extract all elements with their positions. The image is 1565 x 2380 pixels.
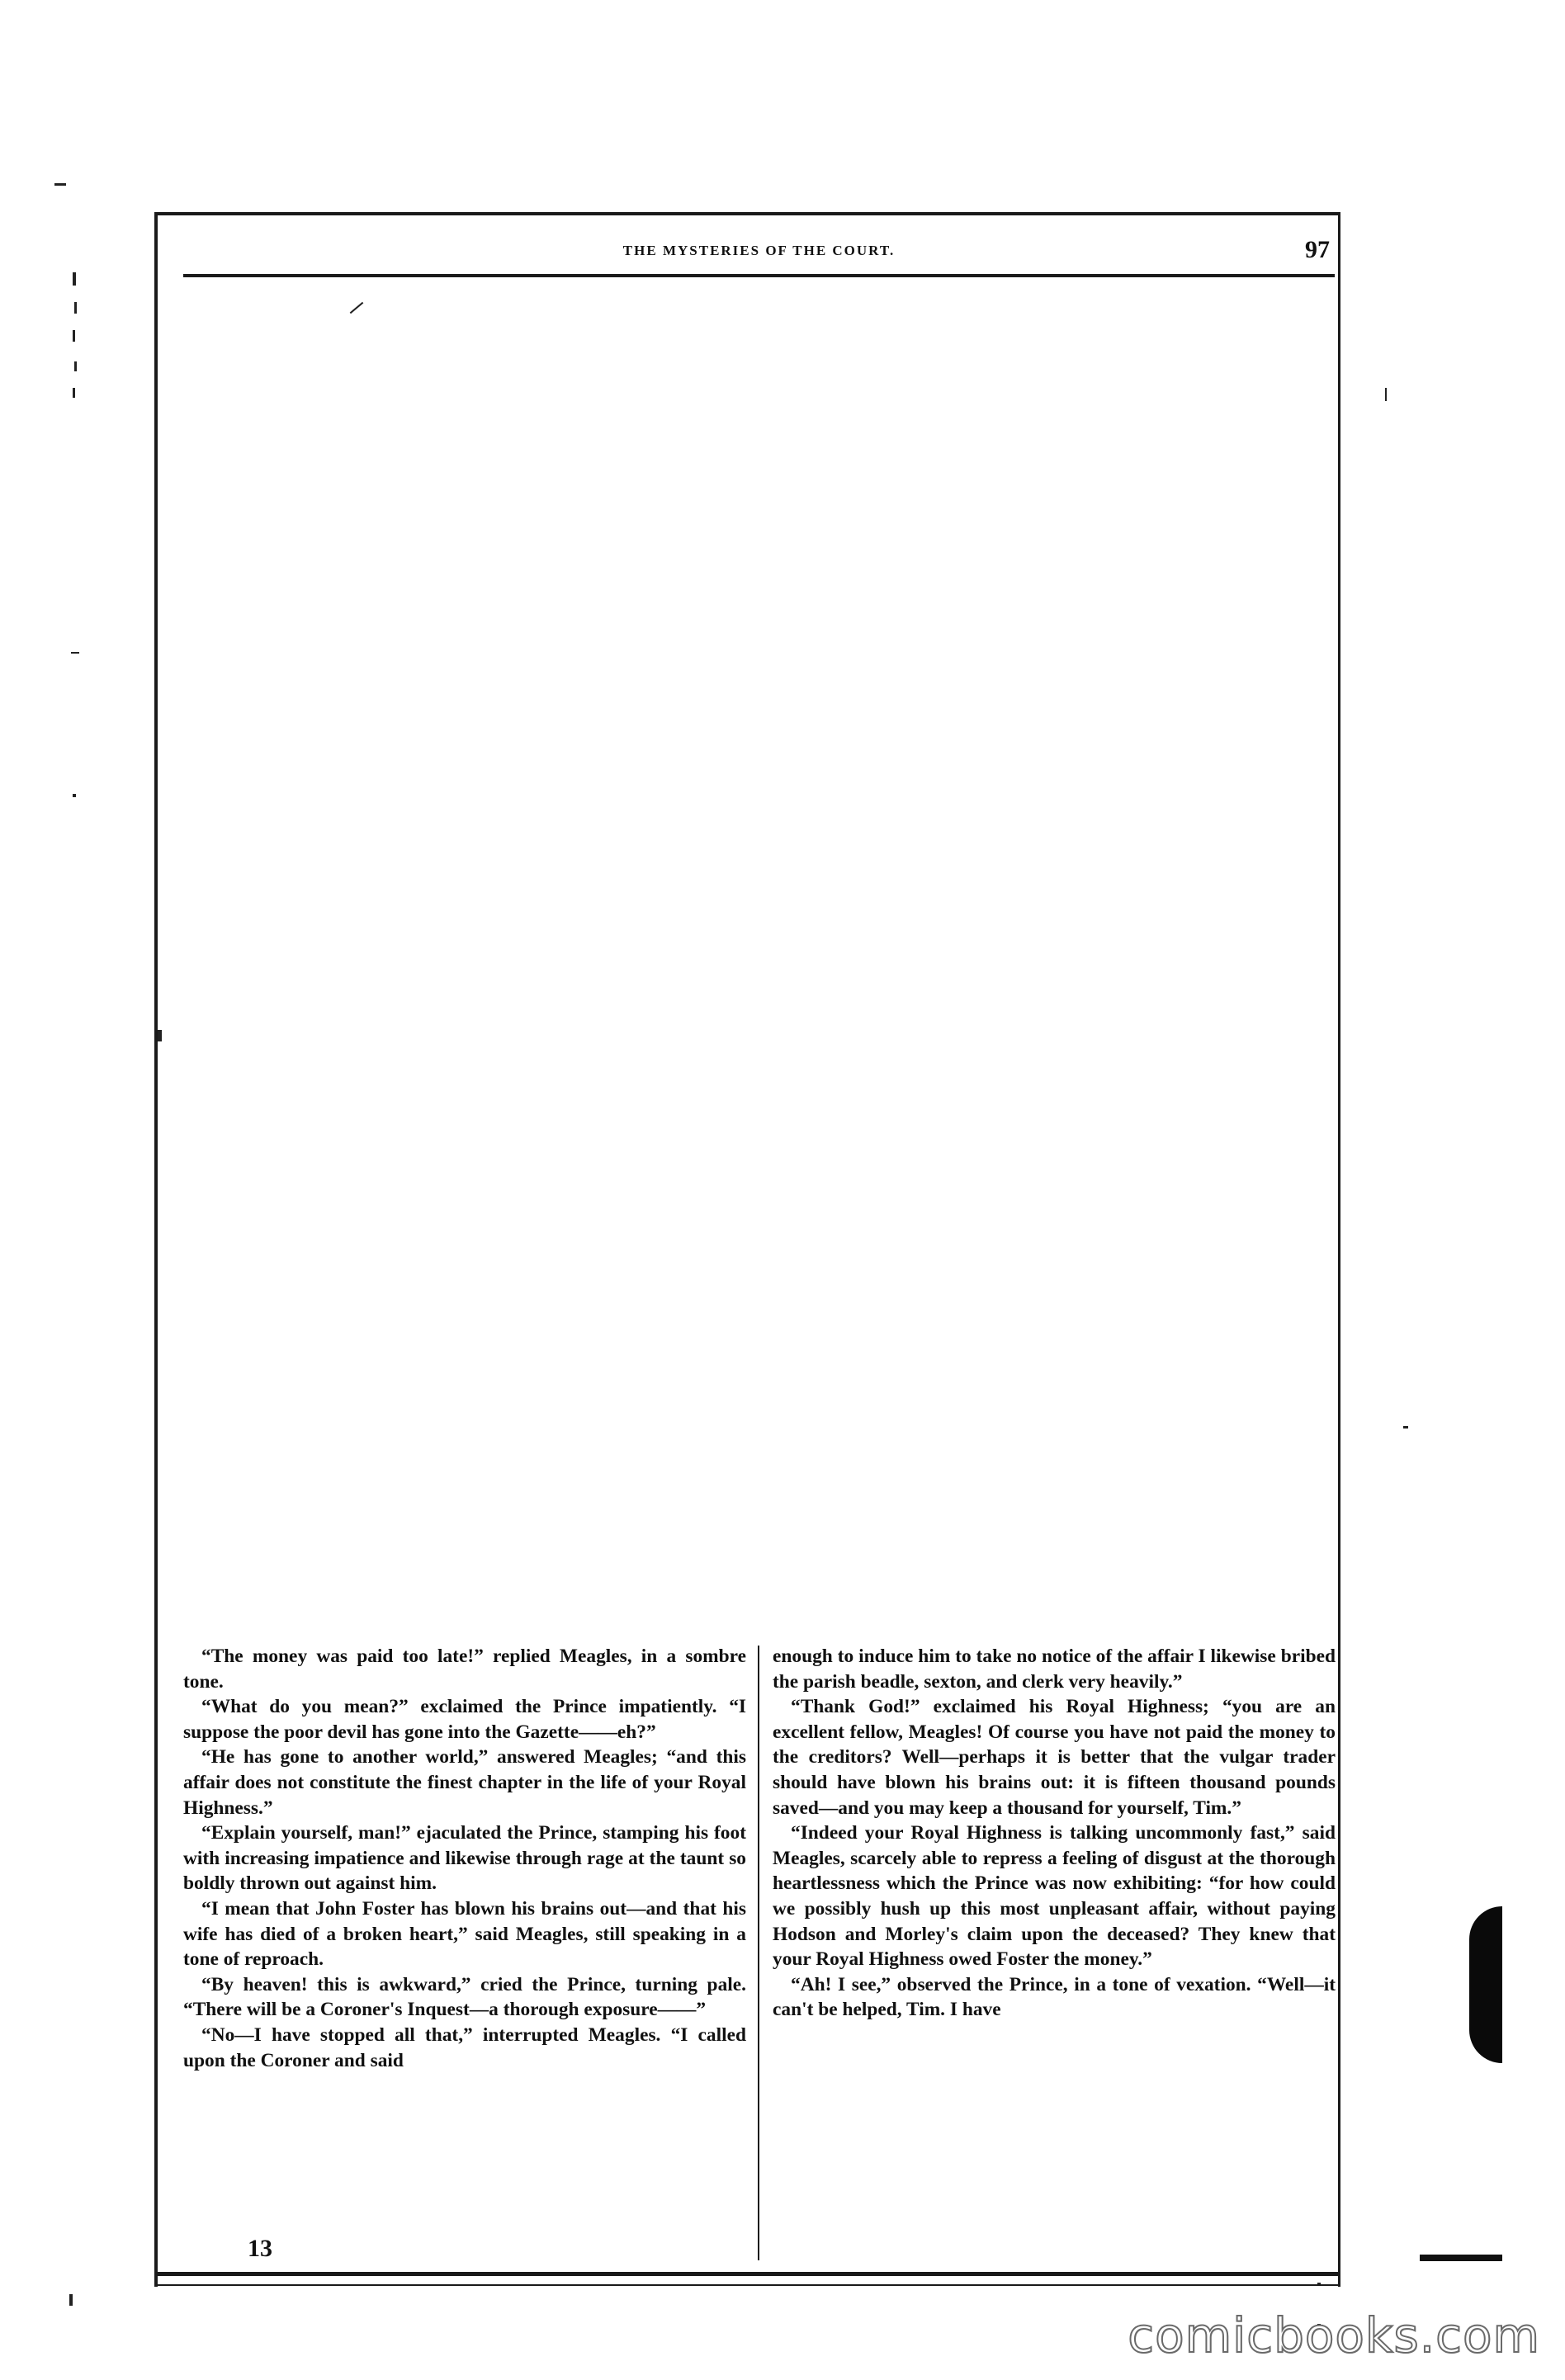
- margin-speck: [1403, 1426, 1408, 1428]
- paragraph: “I mean that John Foster has blown his brains out—and that his wife has died of a broken heart,” said Meagles, still speaking in a tone of reproach.: [183, 1897, 746, 1971]
- paragraph: “The money was paid too late!” replied Meagles, in a sombre tone.: [183, 1646, 746, 1693]
- margin-speck: [54, 183, 66, 186]
- margin-speck: [71, 652, 79, 654]
- header-rule: [183, 274, 1335, 277]
- illustration-space: [183, 281, 1335, 1634]
- paragraph: “What do you mean?” exclaimed the Prince impatiently. “I suppose the poor devil has gone into the Gazette——eh?”: [183, 1696, 746, 1743]
- margin-speck: [1385, 388, 1387, 401]
- binding-edge: [1420, 2255, 1502, 2261]
- running-head: THE MYSTERIES OF THE COURT.: [622, 243, 896, 258]
- left-column: [183, 1644, 746, 2073]
- binding-shadow: [1469, 1906, 1502, 2063]
- paragraph: “No—I have stopped all that,” interrupted Meagles. “I called upon the Coroner and said: [183, 2023, 746, 2071]
- paragraph: “Thank God!” exclaimed his Royal Highness; “you are an excellent fellow, Meagles! Of course you have not paid the money to the creditors? Well—perhaps it is better that the vulgar trader should have blown his brains out: it is fifteen thousand pounds saved—and you may keep a thousand for yourself, Tim.”: [773, 1696, 1336, 1819]
- margin-speck: [69, 2294, 73, 2306]
- bottom-rule: [158, 2272, 1340, 2276]
- margin-speck: [73, 794, 76, 797]
- paragraph: “He has gone to another world,” answered Meagles; “and this affair does not constitute the finest chapter in the life of your Royal Highness.”: [183, 1746, 746, 1819]
- paragraph: “Ah! I see,” observed the Prince, in a tone of vexation. “Well—it can't be helped, Tim. I have: [773, 1973, 1336, 2021]
- paragraph: “Explain yourself, man!” ejaculated the Prince, stamping his foot with increasing impatience and likewise through rage at the taunt so boldly thrown out against him.: [183, 1822, 746, 1895]
- page-number: 97: [1305, 236, 1330, 263]
- column-rule: [758, 1646, 759, 2260]
- text-columns: [183, 1644, 1335, 2267]
- page-header: [183, 236, 1335, 272]
- watermark-logo: comicbooks.com: [1128, 2307, 1540, 2363]
- paragraph: “By heaven! this is awkward,” cried the Prince, turning pale. “There will be a Coroner's Inquest—a thorough exposure——”: [183, 1973, 746, 2021]
- margin-speck: [73, 272, 76, 286]
- margin-speck: [73, 388, 75, 398]
- bottom-rule-thin: [158, 2284, 1340, 2286]
- paragraph: “Indeed your Royal Highness is talking uncommonly fast,” said Meagles, scarcely able to repress a feeling of disgust at the thorough heartlessness which the Prince was now exhibiting: “for how could we possibly hush up this most unpleasant affair, without paying Hodson and Morley's claim upon the deceased? They knew that your Royal Highness owed Foster the money.”: [773, 1822, 1336, 1971]
- margin-speck: [74, 302, 77, 314]
- paragraph-continuation: enough to induce him to take no notice of the affair I likewise bribed the parish beadle, sexton, and clerk very heavily.”: [773, 1646, 1336, 1693]
- signature-mark: 13: [248, 2235, 272, 2262]
- margin-speck: [74, 361, 77, 371]
- right-column: [773, 1644, 1336, 2023]
- margin-speck: [73, 330, 75, 342]
